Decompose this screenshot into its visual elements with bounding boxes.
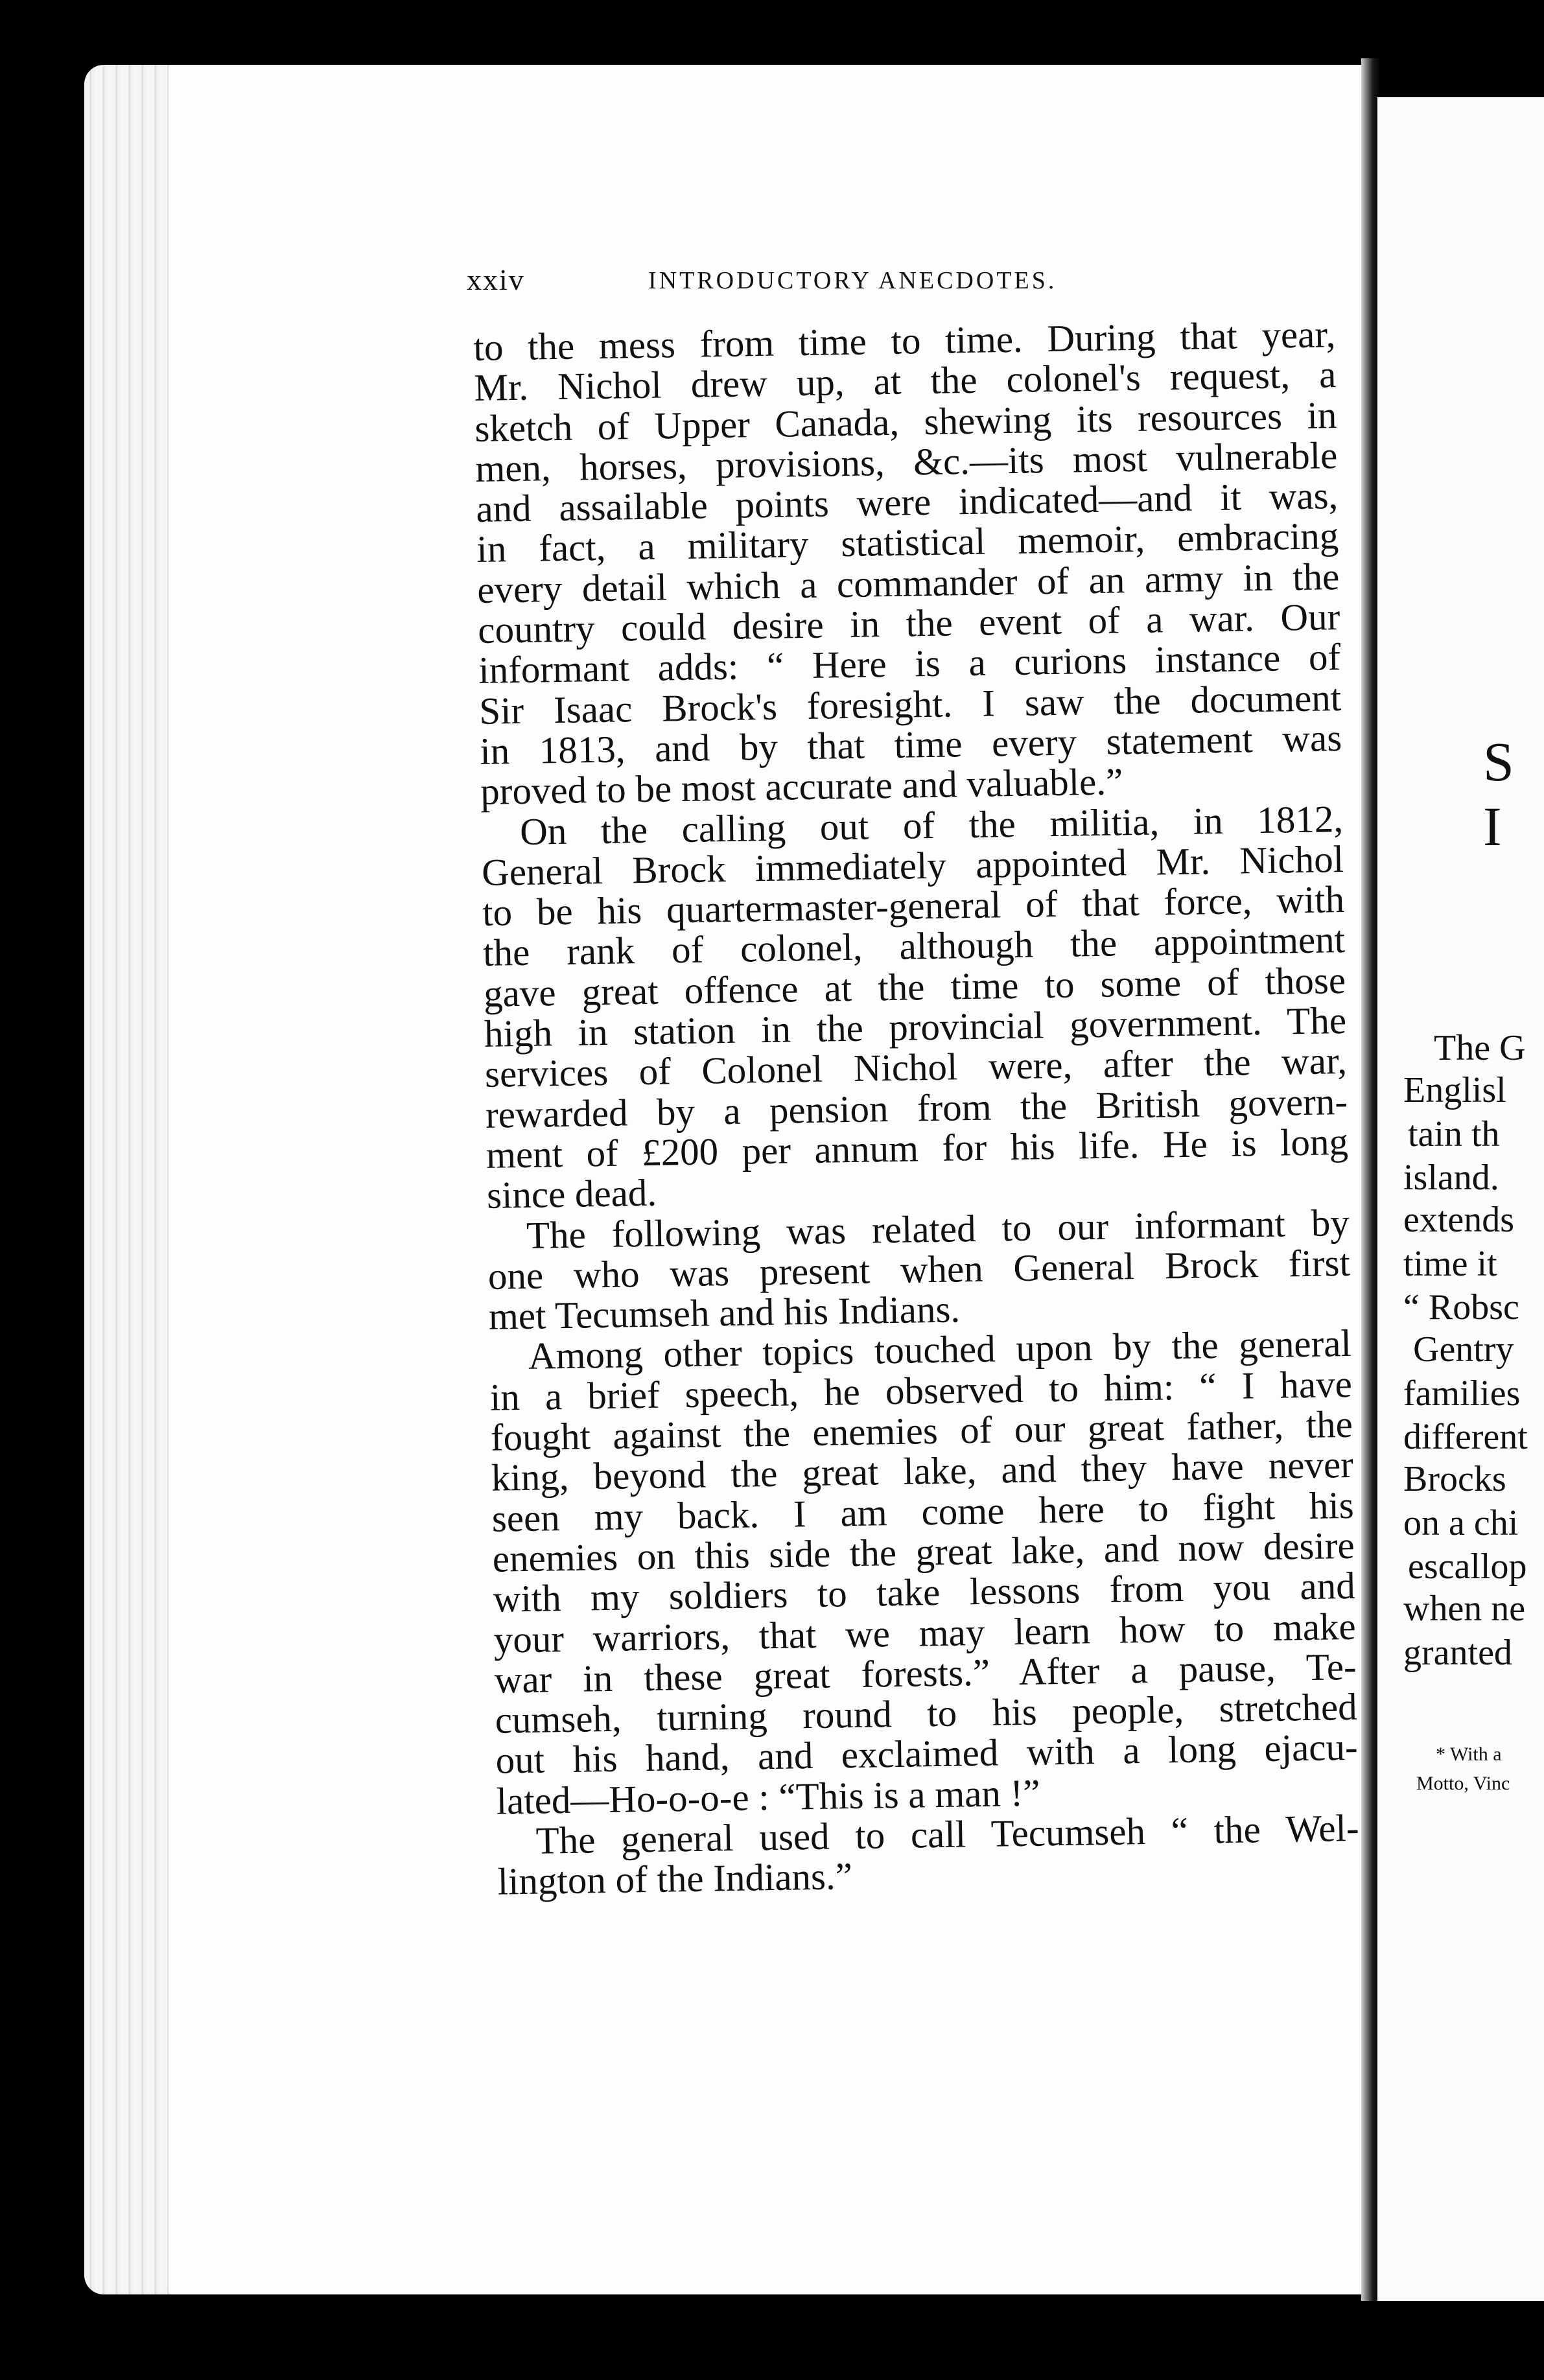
text-line: king, beyond the great lake, and they have never xyxy=(491,1443,1354,1500)
text-line: since dead. xyxy=(486,1171,657,1217)
text-line: high in station in the provincial government. The xyxy=(484,999,1347,1055)
text-line: cumseh, turning round to his people, stretched xyxy=(495,1685,1358,1742)
right-page-line: time it xyxy=(1403,1244,1497,1284)
text-line: lington of the Indians.” xyxy=(497,1854,853,1903)
right-page-line: island. xyxy=(1403,1158,1499,1198)
right-page-line: when ne xyxy=(1403,1589,1526,1629)
right-page-footnote-line: Motto, Vinc xyxy=(1416,1773,1510,1794)
right-page-footnote-line: * With a xyxy=(1436,1744,1502,1765)
text-line: your warriors, that we may learn how to make xyxy=(493,1604,1357,1661)
text-line: in fact, a military statistical memoir, embracing xyxy=(476,514,1339,571)
text-line: in a brief speech, he observed to him: “ I have xyxy=(489,1362,1353,1419)
text-line: The following was related to our informant by xyxy=(526,1200,1350,1257)
text-line: fought against the enemies of our great father, the xyxy=(490,1402,1353,1459)
text-line: General Brock immediately appointed Mr. Nichol xyxy=(481,837,1344,894)
right-page-line: families xyxy=(1403,1373,1521,1414)
text-line: war in these great forests.” After a pause, Te- xyxy=(494,1644,1357,1701)
text-line: met Tecumseh and his Indians. xyxy=(488,1287,961,1338)
running-head xyxy=(467,262,1361,301)
text-line: Sir Isaac Brock's foresight. I saw the document xyxy=(478,675,1342,732)
text-line: every detail which a commander of an army in the xyxy=(476,554,1340,611)
text-line: seen my back. I am come here to fight his xyxy=(491,1483,1355,1540)
running-head-title: INTRODUCTORY ANECDOTES. xyxy=(648,267,1057,294)
right-page-line: on a chi xyxy=(1403,1503,1519,1543)
right-page-line: The G xyxy=(1434,1028,1526,1068)
right-page-line: granted xyxy=(1403,1633,1512,1673)
text-line: lated—Ho-o-o-e : “This is a man !” xyxy=(496,1771,1040,1823)
text-line: country could desire in the event of a war. Our xyxy=(477,595,1340,652)
text-line: men, horses, provisions, &c.—its most vulnerable xyxy=(474,433,1338,490)
text-line: with my soldiers to take lessons from you and xyxy=(493,1564,1356,1620)
text-line: and assailable points were indicated—and it was, xyxy=(475,474,1339,531)
text-line: to the mess from time to time. During that year, xyxy=(473,312,1336,369)
right-page-line: Gentry xyxy=(1413,1329,1514,1370)
text-line: On the calling out of the militia, in 1812, xyxy=(519,797,1344,853)
text-line: Among other topics touched upon by the general xyxy=(528,1322,1352,1378)
text-line: Mr. Nichol drew up, at the colonel's request, a xyxy=(473,353,1337,410)
text-line: informant adds: “ Here is a curions instance of xyxy=(478,635,1341,692)
right-page-line: different xyxy=(1403,1417,1528,1457)
text-line: enemies on this side the great lake, and now desire xyxy=(492,1523,1355,1580)
right-page-chapter-heading: S I xyxy=(1483,730,1521,858)
right-page-line: escallop xyxy=(1408,1546,1527,1587)
text-line: ment of £200 per annum for his life. He is long xyxy=(485,1119,1349,1176)
body-text xyxy=(473,314,1360,1902)
text-line: to be his quartermaster-general of that force, with xyxy=(482,878,1345,935)
right-page-line: “ Robsc xyxy=(1403,1287,1519,1327)
text-line: out his hand, and exclaimed with a long ejacu- xyxy=(495,1725,1359,1782)
text-line: gave great offence at the time to some of those xyxy=(483,958,1346,1015)
text-line: services of Colonel Nichol were, after the war, xyxy=(484,1039,1348,1096)
page-number: xxiv xyxy=(467,263,525,296)
text-line: proved to be most accurate and valuable.” xyxy=(480,760,1123,813)
text-line: the rank of colonel, although the appointment xyxy=(482,918,1346,975)
text-line: one who was present when General Brock first xyxy=(487,1241,1351,1298)
right-page-line: Englisl xyxy=(1403,1070,1506,1110)
text-line: rewarded by a pension from the British govern- xyxy=(485,1079,1348,1136)
right-page-line: tain th xyxy=(1408,1114,1500,1154)
right-page-line: Brocks xyxy=(1403,1459,1506,1499)
text-line: The general used to call Tecumseh “ the Wel- xyxy=(535,1806,1360,1862)
text-line: in 1813, and by that time every statement was xyxy=(479,716,1342,773)
text-line: sketch of Upper Canada, shewing its resources in xyxy=(474,393,1337,450)
right-page-line: extends xyxy=(1403,1200,1515,1240)
